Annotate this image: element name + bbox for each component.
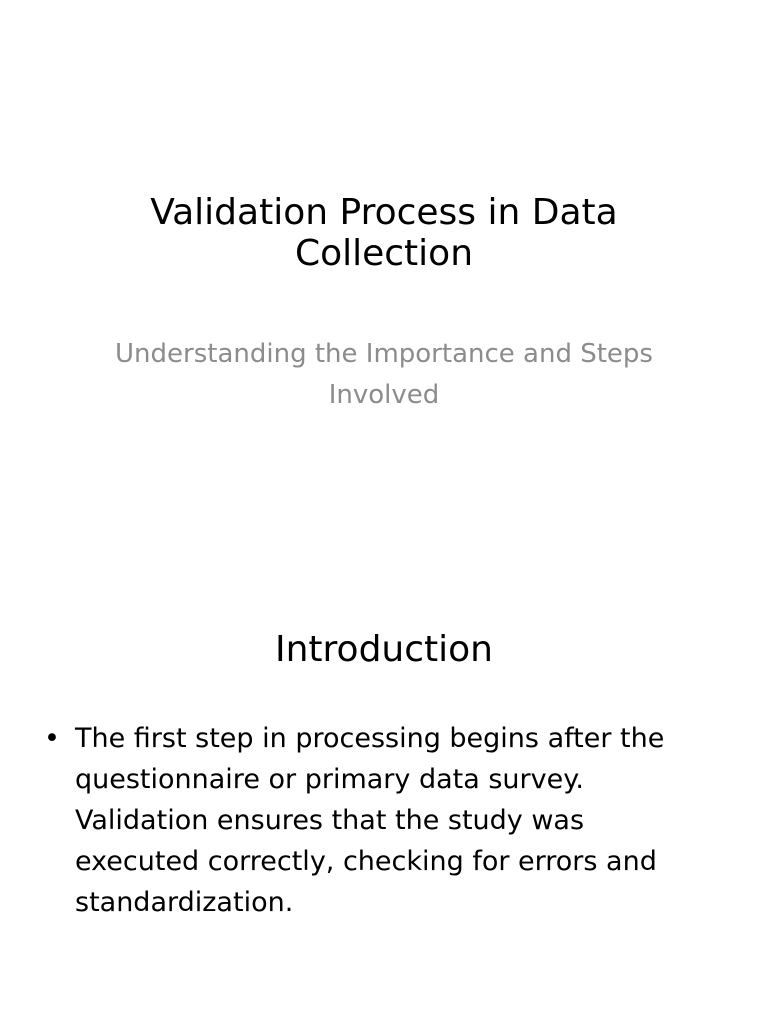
bullet-dot-icon: •: [44, 723, 60, 754]
introduction-slide: [0, 576, 768, 1024]
bullet-list: [40, 718, 700, 923]
slide-heading: Introduction: [274, 629, 493, 670]
bullet-item: [40, 718, 700, 923]
slide-title: Validation Process in Data Collection: [150, 192, 618, 274]
bullet-text: The first step in processing begins after the questionnaire or primary data survey. Validation ensures that the study was executed correctly, checking for errors and standardization.: [75, 723, 665, 918]
slide-subtitle: Understanding the Importance and Steps Involved: [115, 339, 653, 410]
